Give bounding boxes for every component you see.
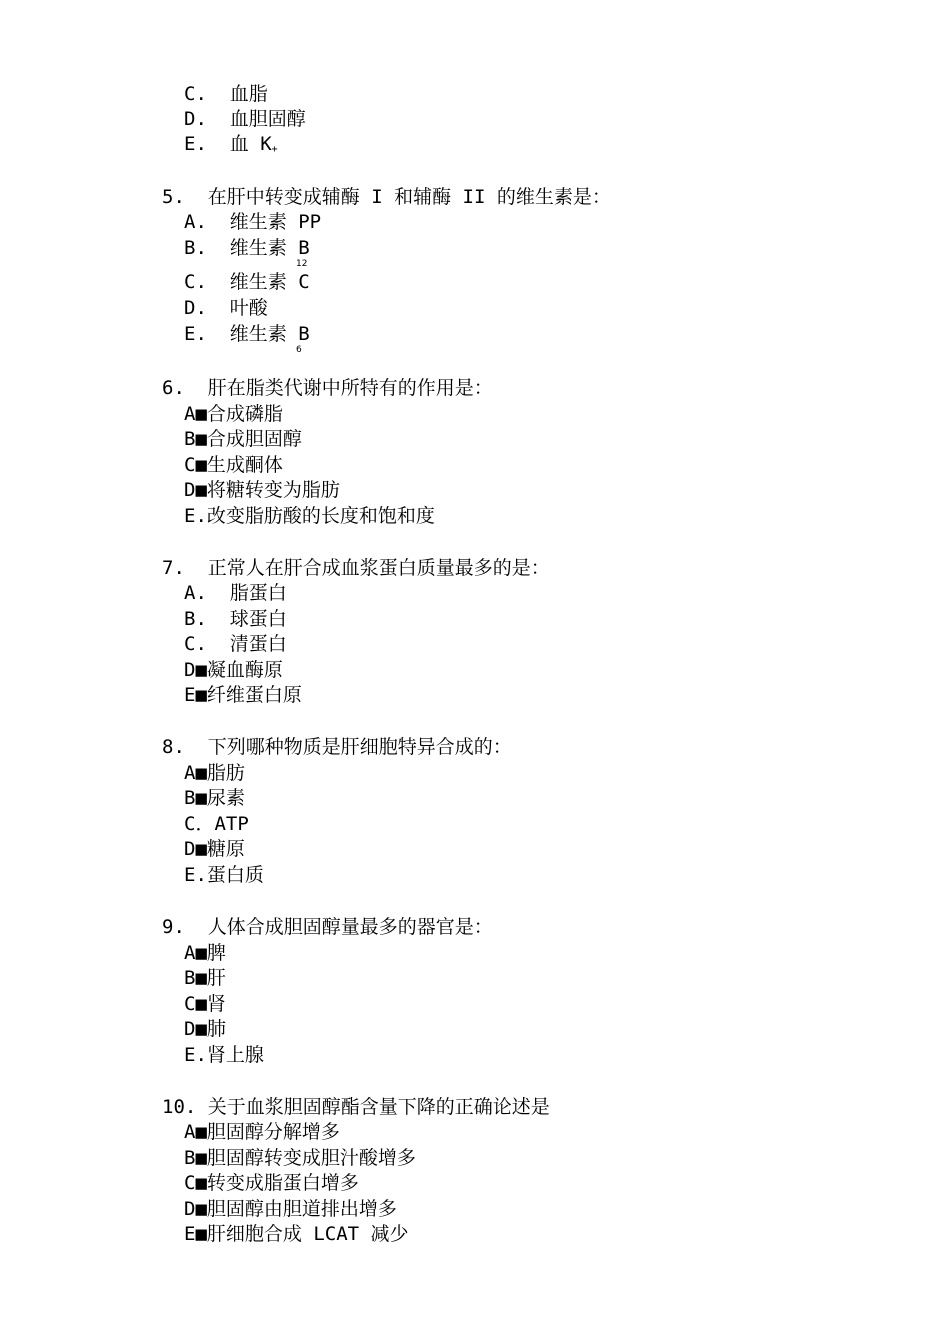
q8-option-a: A■脂肪 [184, 762, 245, 784]
q6-option-b: B■合成胆固醇 [184, 428, 302, 450]
q7-option-c: C. 清蛋白 [184, 633, 287, 655]
q8-option-b: B■尿素 [184, 787, 245, 809]
q7-option-e: E■纤维蛋白原 [184, 684, 302, 706]
q4-option-c: C. 血脂 [184, 83, 268, 105]
q9-option-c: C■肾 [184, 993, 226, 1015]
q5-option-e-subscript: 6 [296, 345, 302, 355]
q7-stem: 7. 正常人在肝合成血浆蛋白质量最多的是： [162, 557, 550, 579]
q8-option-c: C．ATP [184, 813, 249, 835]
q9-stem: 9. 人体合成胆固醇量最多的器官是： [162, 916, 493, 938]
q8-option-e: E.蛋白质 [184, 864, 264, 886]
q9-option-d: D■肺 [184, 1018, 226, 1040]
q10-option-c: C■转变成脂蛋白增多 [184, 1172, 359, 1194]
q6-option-c: C■生成酮体 [184, 454, 283, 476]
q5-option-d: D. 叶酸 [184, 297, 268, 319]
q10-option-e: E■肝细胞合成 LCAT 减少 [184, 1223, 409, 1245]
q10-stem: 10. 关于血浆胆固醇酯含量下降的正确论述是 [162, 1096, 550, 1118]
q9-option-b: B■肝 [184, 967, 226, 989]
q6-option-a: A■合成磷脂 [184, 403, 283, 425]
q8-option-d: D■糖原 [184, 838, 245, 860]
q8-stem: 8. 下列哪种物质是肝细胞特异合成的： [162, 736, 512, 758]
q5-option-c: C. 维生素 C [184, 271, 310, 293]
q7-option-a: A. 脂蛋白 [184, 582, 287, 604]
q5-option-a: A. 维生素 PP [184, 211, 322, 233]
q4-option-e-text: E. 血 K [184, 133, 272, 155]
q5-option-b: B. 维生素 B [184, 237, 310, 259]
q4-option-e-superscript: + [271, 144, 278, 155]
q5-option-e: E. 维生素 B [184, 323, 310, 345]
q5-stem: 5. 在肝中转变成辅酶 I 和辅酶 II 的维生素是： [162, 186, 611, 208]
q4-option-d: D. 血胆固醇 [184, 108, 306, 130]
q9-option-e: E.肾上腺 [184, 1044, 264, 1066]
q5-option-b-subscript: 12 [296, 259, 308, 269]
q6-option-e: E.改变脂肪酸的长度和饱和度 [184, 505, 435, 527]
q6-stem: 6. 肝在脂类代谢中所特有的作用是： [162, 377, 493, 399]
q10-option-b: B■胆固醇转变成胆汁酸增多 [184, 1147, 416, 1169]
q10-option-d: D■胆固醇由胆道排出增多 [184, 1198, 397, 1220]
q7-option-d: D■凝血酶原 [184, 659, 283, 681]
q4-option-e [184, 133, 278, 161]
q6-option-d: D■将糖转变为脂肪 [184, 479, 340, 501]
q10-option-a: A■胆固醇分解增多 [184, 1121, 340, 1143]
q7-option-b: B. 球蛋白 [184, 608, 287, 630]
q9-option-a: A■脾 [184, 942, 226, 964]
